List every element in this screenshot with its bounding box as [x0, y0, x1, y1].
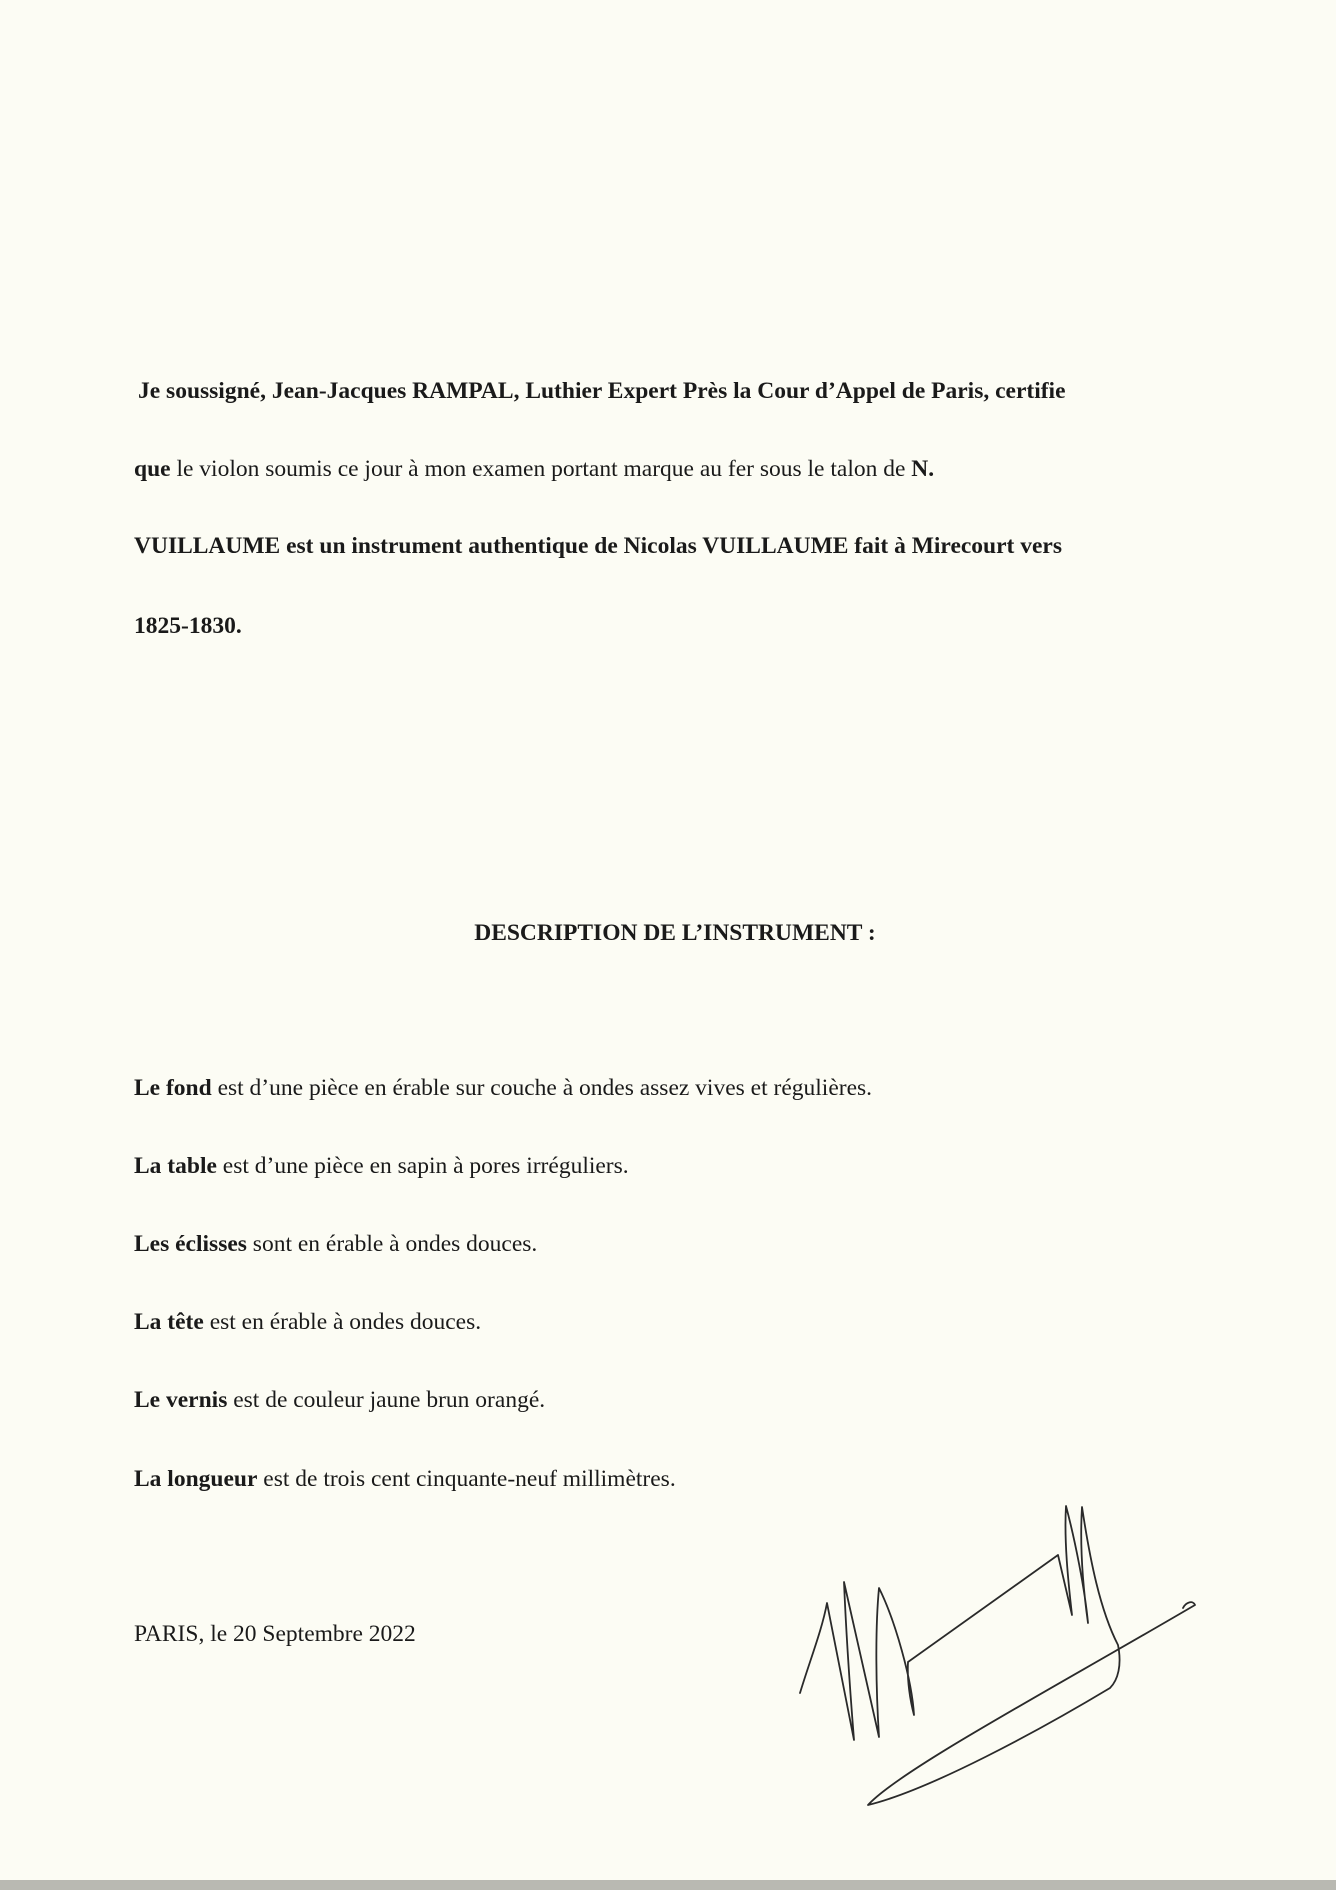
item-text: est en érable à ondes douces. [203, 1309, 482, 1335]
place-date: PARIS, le 20 Septembre 2022 [134, 1621, 416, 1647]
item-label: La longueur [134, 1466, 258, 1492]
bold-que: que [134, 456, 171, 482]
certificate-line-1: Je soussigné, Jean-Jacques RAMPAL, Luthier Expert Près la Cour d’Appel de Paris, certifie [138, 378, 1066, 404]
line-2-text: le violon soumis ce jour à mon examen portant marque au fer sous le talon de [170, 456, 912, 482]
item-text: est de trois cent cinquante-neuf millimètres. [257, 1466, 676, 1492]
description-heading: DESCRIPTION DE L’INSTRUMENT : [474, 920, 876, 946]
page-bottom-edge [0, 1880, 1336, 1890]
item-label: La tête [134, 1309, 204, 1335]
certificate-line-3: VUILLAUME est un instrument authentique de Nicolas VUILLAUME fait à Mirecourt vers [134, 533, 1063, 559]
item-label: Le vernis [134, 1387, 228, 1413]
item-text: est d’une pièce en érable sur couche à ondes assez vives et régulières. [211, 1075, 873, 1101]
item-label: Le fond [134, 1075, 212, 1101]
item-label: La table [134, 1153, 217, 1179]
item-text: est de couleur jaune brun orangé. [227, 1387, 546, 1413]
item-label: Les éclisses [134, 1231, 247, 1257]
item-text: sont en érable à ondes douces. [246, 1231, 538, 1257]
line-2-end: N. [911, 456, 935, 482]
item-text: est d’une pièce en sapin à pores irréguliers. [216, 1153, 629, 1179]
certificate-line-4: 1825-1830. [134, 613, 242, 639]
